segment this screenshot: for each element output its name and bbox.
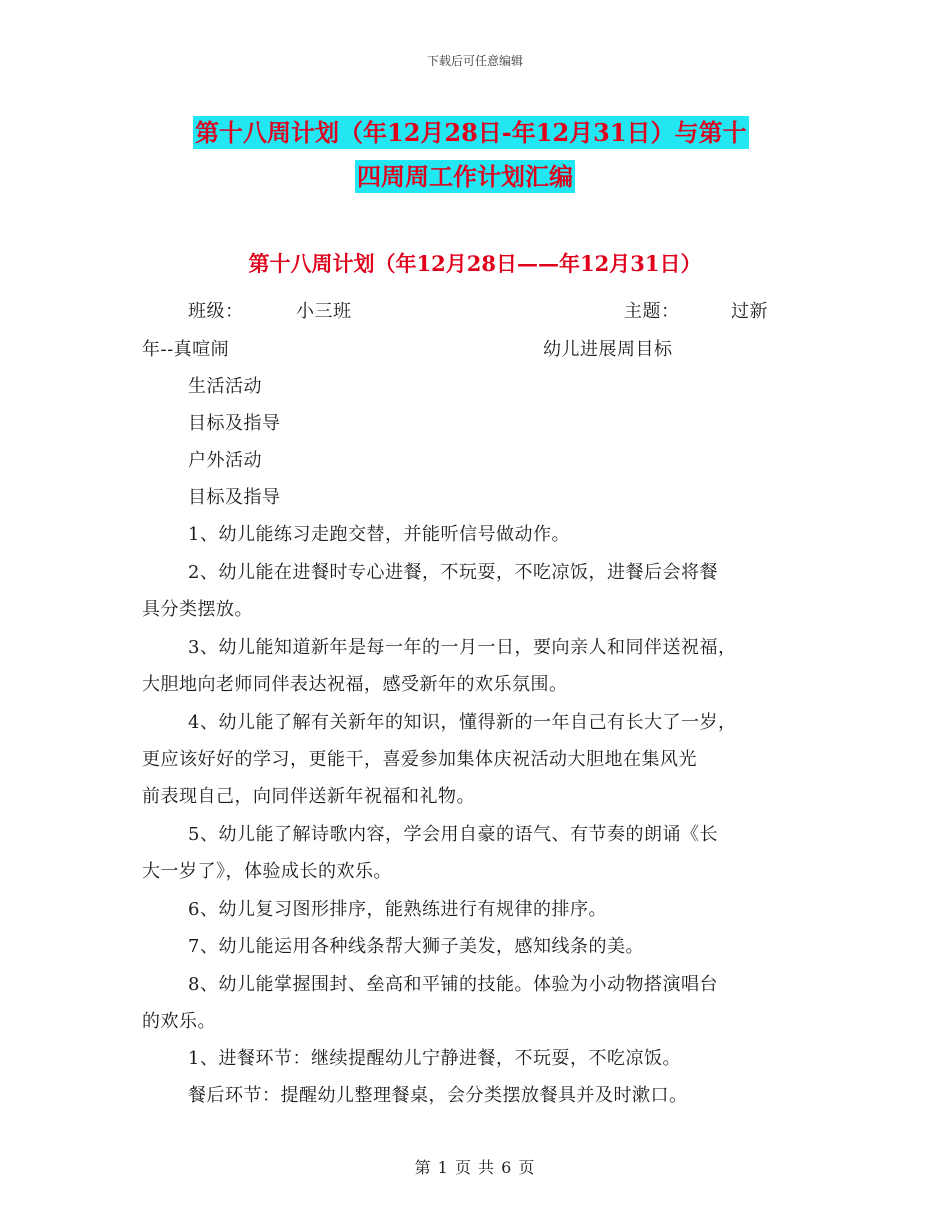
- class-label: 班级：: [188, 301, 244, 322]
- text-line: 大胆地向老师同伴表达祝福，感受新年的欢乐氛围。: [142, 674, 568, 695]
- class-value: 小三班: [296, 301, 352, 322]
- text-line: 8、幼儿能掌握围封、垒高和平铺的技能。体验为小动物搭演唱台: [188, 974, 718, 995]
- text-line: 大一岁了》，体验成长的欢乐。: [142, 861, 392, 882]
- page-header-note: 下载后可任意编辑: [426, 54, 523, 68]
- text-line: 更应该好好的学习，更能干，喜爱参加集体庆祝活动大胆地在集风光: [142, 749, 697, 770]
- week-plan-subtitle: 第十八周计划（年12月28日——年12月31日）: [248, 251, 702, 276]
- theme-label: 主题：: [624, 301, 680, 322]
- section-goal-guidance-1: 目标及指导: [188, 413, 281, 434]
- text-line: 前表现自己，向同伴送新年祝福和礼物。: [142, 786, 475, 807]
- title-highlight-2: 四周周工作计划汇编: [357, 162, 573, 191]
- theme-value-part1: 过新: [731, 301, 768, 322]
- text-line: 6、幼儿复习图形排序，能熟练进行有规律的排序。: [188, 899, 607, 920]
- text-line: 5、幼儿能了解诗歌内容，学会用自豪的语气、有节奏的朗诵《长: [188, 824, 718, 845]
- section-outdoor-activity: 户外活动: [188, 450, 262, 471]
- text-line: 2、幼儿能在进餐时专心进餐，不玩耍，不吃凉饭，进餐后会将餐: [188, 562, 718, 583]
- text-line: 1、幼儿能练习走跑交替，并能听信号做动作。: [188, 524, 570, 545]
- goal-heading: 幼儿进展周目标: [543, 339, 673, 360]
- section-goal-guidance-2: 目标及指导: [188, 487, 281, 508]
- text-line: 1、进餐环节：继续提醒幼儿宁静进餐，不玩耍，不吃凉饭。: [188, 1048, 681, 1069]
- page-number-footer: 第 1 页 共 6 页: [414, 1158, 536, 1177]
- section-life-activity: 生活活动: [188, 376, 262, 397]
- text-line: 餐后环节：提醒幼儿整理餐桌，会分类摆放餐具并及时漱口。: [188, 1085, 688, 1106]
- text-line: 7、幼儿能运用各种线条帮大狮子美发，感知线条的美。: [188, 936, 644, 957]
- document-title-line-2: [355, 157, 575, 192]
- document-title-line-1: [193, 113, 749, 148]
- text-line: 4、幼儿能了解有关新年的知识，懂得新的一年自己有长大了一岁，: [188, 712, 737, 733]
- text-line: 的欢乐。: [142, 1011, 216, 1032]
- theme-value-part2: 年--真喧闹: [142, 339, 230, 360]
- title-highlight-1: 第十八周计划（年12月28日-年12月31日）与第十: [195, 118, 747, 147]
- text-line: 3、幼儿能知道新年是每一年的一月一日，要向亲人和同伴送祝福，: [188, 637, 737, 658]
- text-line: 具分类摆放。: [142, 599, 253, 620]
